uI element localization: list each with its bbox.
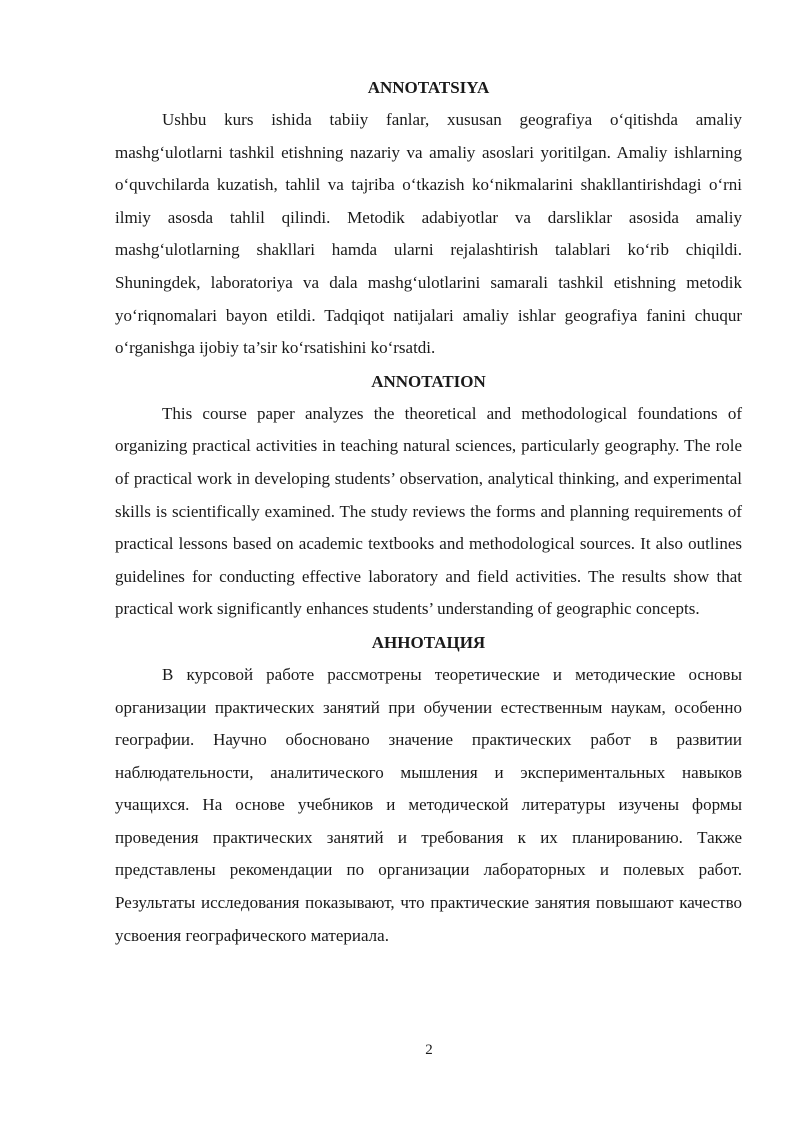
page-content — [115, 72, 742, 953]
annotation-uzbek-section — [115, 72, 742, 365]
section-body: Ushbu kurs ishida tabiiy fanlar, xususan geografiya o‘qitishda amaliy mashg‘ulotlarni tashkil etishning nazariy va amaliy asoslari yoritilgan. Amaliy ishlarning o‘quvchilarda kuzatish, tahlil va tajriba o‘tkazish ko‘nikmalarini shakllantirishdagi o‘rni ilmiy asosda tahlil qilindi. Metodik adabiyotlar va darsliklar asosida amaliy mashg‘ulotlarning shakllari hamda ularni rejalashtirish talablari ko‘rib chiqildi. Shuningdek, laboratoriya va dala mashg‘ulotlarini samarali tashkil etishning metodik yo‘riqnomalari bayon etildi. Tadqiqot natijalari amaliy ishlar geografiya fanini chuqur o‘rganishga ijobiy ta’sir ko‘rsatishini ko‘rsatdi. — [115, 110, 742, 358]
annotation-russian-section — [115, 627, 742, 952]
section-body: В курсовой работе рассмотрены теоретические и методические основы организации практических занятий при обучении естественным наукам, особенно географии. Научно обосновано значение практических работ в развитии наблюдательности, аналитического мышления и экспериментальных навыков учащихся. На основе учебников и методической литературы изучены формы проведения практических занятий и требования к их планированию. Также представлены рекомендации по организации лабораторных и полевых работ. Результаты исследования показывают, что практические занятия повышают качество усвоения географического материала. — [115, 664, 742, 945]
annotation-english-section — [115, 366, 742, 626]
section-heading: АННОТАЦИЯ — [371, 632, 486, 652]
section-heading: ANNOTATION — [371, 371, 486, 391]
section-heading: ANNOTATSIYA — [367, 78, 490, 97]
section-body: This course paper analyzes the theoretical and methodological foundations of organizing practical activities in teaching natural sciences, particularly geography. The role of practical work in developing students’ observation, analytical thinking, and experimental skills is scientifically examined. The study reviews the forms and planning requirements of practical lessons based on academic textbooks and methodological sources. It also outlines guidelines for conducting effective laboratory and field activities. The results show that practical work significantly enhances students’ understanding of geographic concepts. — [115, 403, 742, 619]
page-number: 2 — [425, 1042, 433, 1058]
